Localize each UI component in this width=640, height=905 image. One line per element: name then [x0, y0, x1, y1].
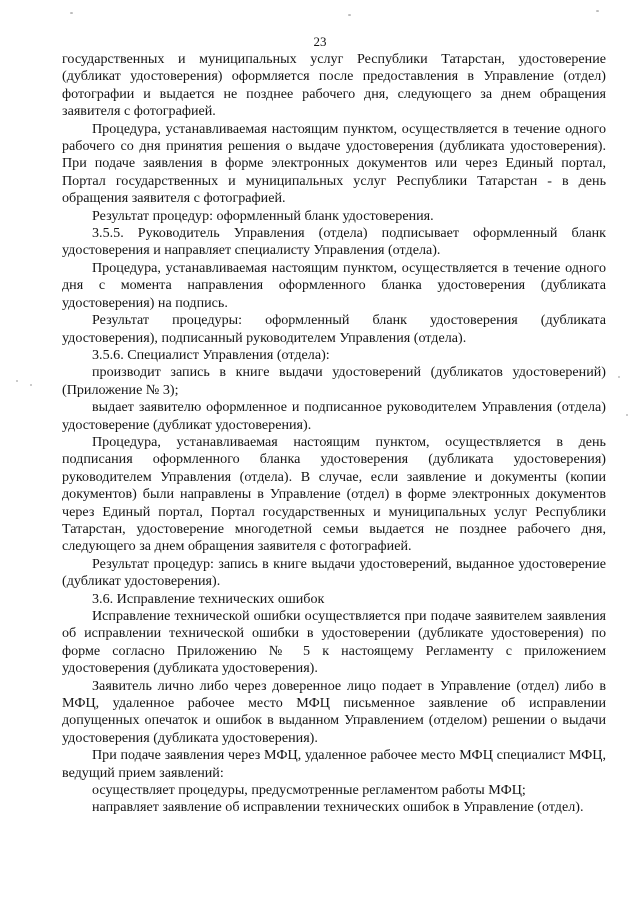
section-heading: 3.5.6. Специалист Управления (отдела):	[92, 346, 330, 363]
scan-artifact	[348, 14, 351, 16]
paragraph: государственных и муниципальных услуг Республики Татарстан, удостоверение (дубликат удостоверения) оформляется после предоставления в Управление (отдел) фотографии и выдается не позднее рабочего дня, следующего за днем обращения заявителя с фотографией.	[62, 51, 606, 120]
paragraph: Процедура, устанавливаемая настоящим пунктом, осуществляется в течение одного дня с момента направления оформленного бланка удостоверения (дубликата удостоверения) на подпись.	[62, 259, 606, 311]
paragraph: Результат процедур: запись в книге выдачи удостоверений, выданное удостоверение (дубликат удостоверения).	[62, 555, 606, 590]
paragraph: При подаче заявления через МФЦ, удаленное рабочее место МФЦ специалист МФЦ, ведущий прием заявлений:	[62, 747, 606, 781]
paragraph: Результат процедуры: оформленный бланк удостоверения (дубликата удостоверения), подписанный руководителем Управления (отдела).	[62, 312, 606, 346]
scan-artifact	[30, 384, 32, 386]
paragraph: Процедура, устанавливаемая настоящим пунктом, осуществляется в день подписания оформленного бланка удостоверения (дубликата удостоверения) руководителем Управления (отдела). В случае, если заявление и документы (копии документов) были направлены в Управление (отдел) в форме электронных документов через Единый портал, Портал государственных и муниципальных услуг Республики Татарстан, удостоверение многодетной семьи выдается не позднее рабочего дня, следующего за днем обращения заявителя с фотографией.	[62, 433, 606, 555]
list-item: осуществляет процедуры, предусмотренные регламентом работы МФЦ;	[92, 782, 526, 799]
section-heading: 3.5.5. Руководитель Управления (отдела) подписывает оформленный бланк удостоверения и направляет специалисту Управления (отдела).	[62, 225, 606, 259]
paragraph: Заявитель лично либо через доверенное лицо подает в Управление (отдел) либо в МФЦ, удаленное рабочее место МФЦ письменное заявление об исправлении допущенных опечаток и ошибок в выданном Управлением (отделом) решении о выдачи удостоверения (дубликата удостоверения).	[62, 677, 606, 746]
paragraph: Результат процедур: оформленный бланк удостоверения.	[92, 207, 434, 224]
document-body	[62, 51, 606, 817]
section-heading: 3.6. Исправление технических ошибок	[92, 590, 325, 607]
page-number: 23	[313, 34, 327, 49]
scan-artifact	[618, 376, 620, 378]
list-item: производит запись в книге выдачи удостоверений (дубликатов удостоверений) (Приложение № 3);	[62, 364, 606, 398]
scan-artifact	[596, 10, 599, 12]
list-item: направляет заявление об исправлении технических ошибок в Управление (отдел).	[92, 799, 584, 816]
scan-artifact	[626, 414, 628, 416]
scan-artifact	[70, 12, 73, 14]
paragraph: Исправление технической ошибки осуществляется при подаче заявителем заявления об исправлении технической ошибки в удостоверении (дубликате удостоверения) по форме согласно Приложению № 5 к настоящему Регламенту с приложением удостоверения (дубликата удостоверения).	[62, 608, 606, 677]
paragraph: Процедура, устанавливаемая настоящим пунктом, осуществляется в течение одного рабочего со дня принятия решения о выдаче удостоверения (дубликата удостоверения). При подаче заявления в форме электронных документов или через Единый портал, Портал государственных и муниципальных услуг Республики Татарстан - в день обращения заявителя с фотографией.	[62, 120, 606, 207]
list-item: выдает заявителю оформленное и подписанное руководителем Управления (отдела) удостоверение (дубликат удостоверения).	[62, 399, 606, 433]
scan-artifact	[16, 380, 18, 382]
